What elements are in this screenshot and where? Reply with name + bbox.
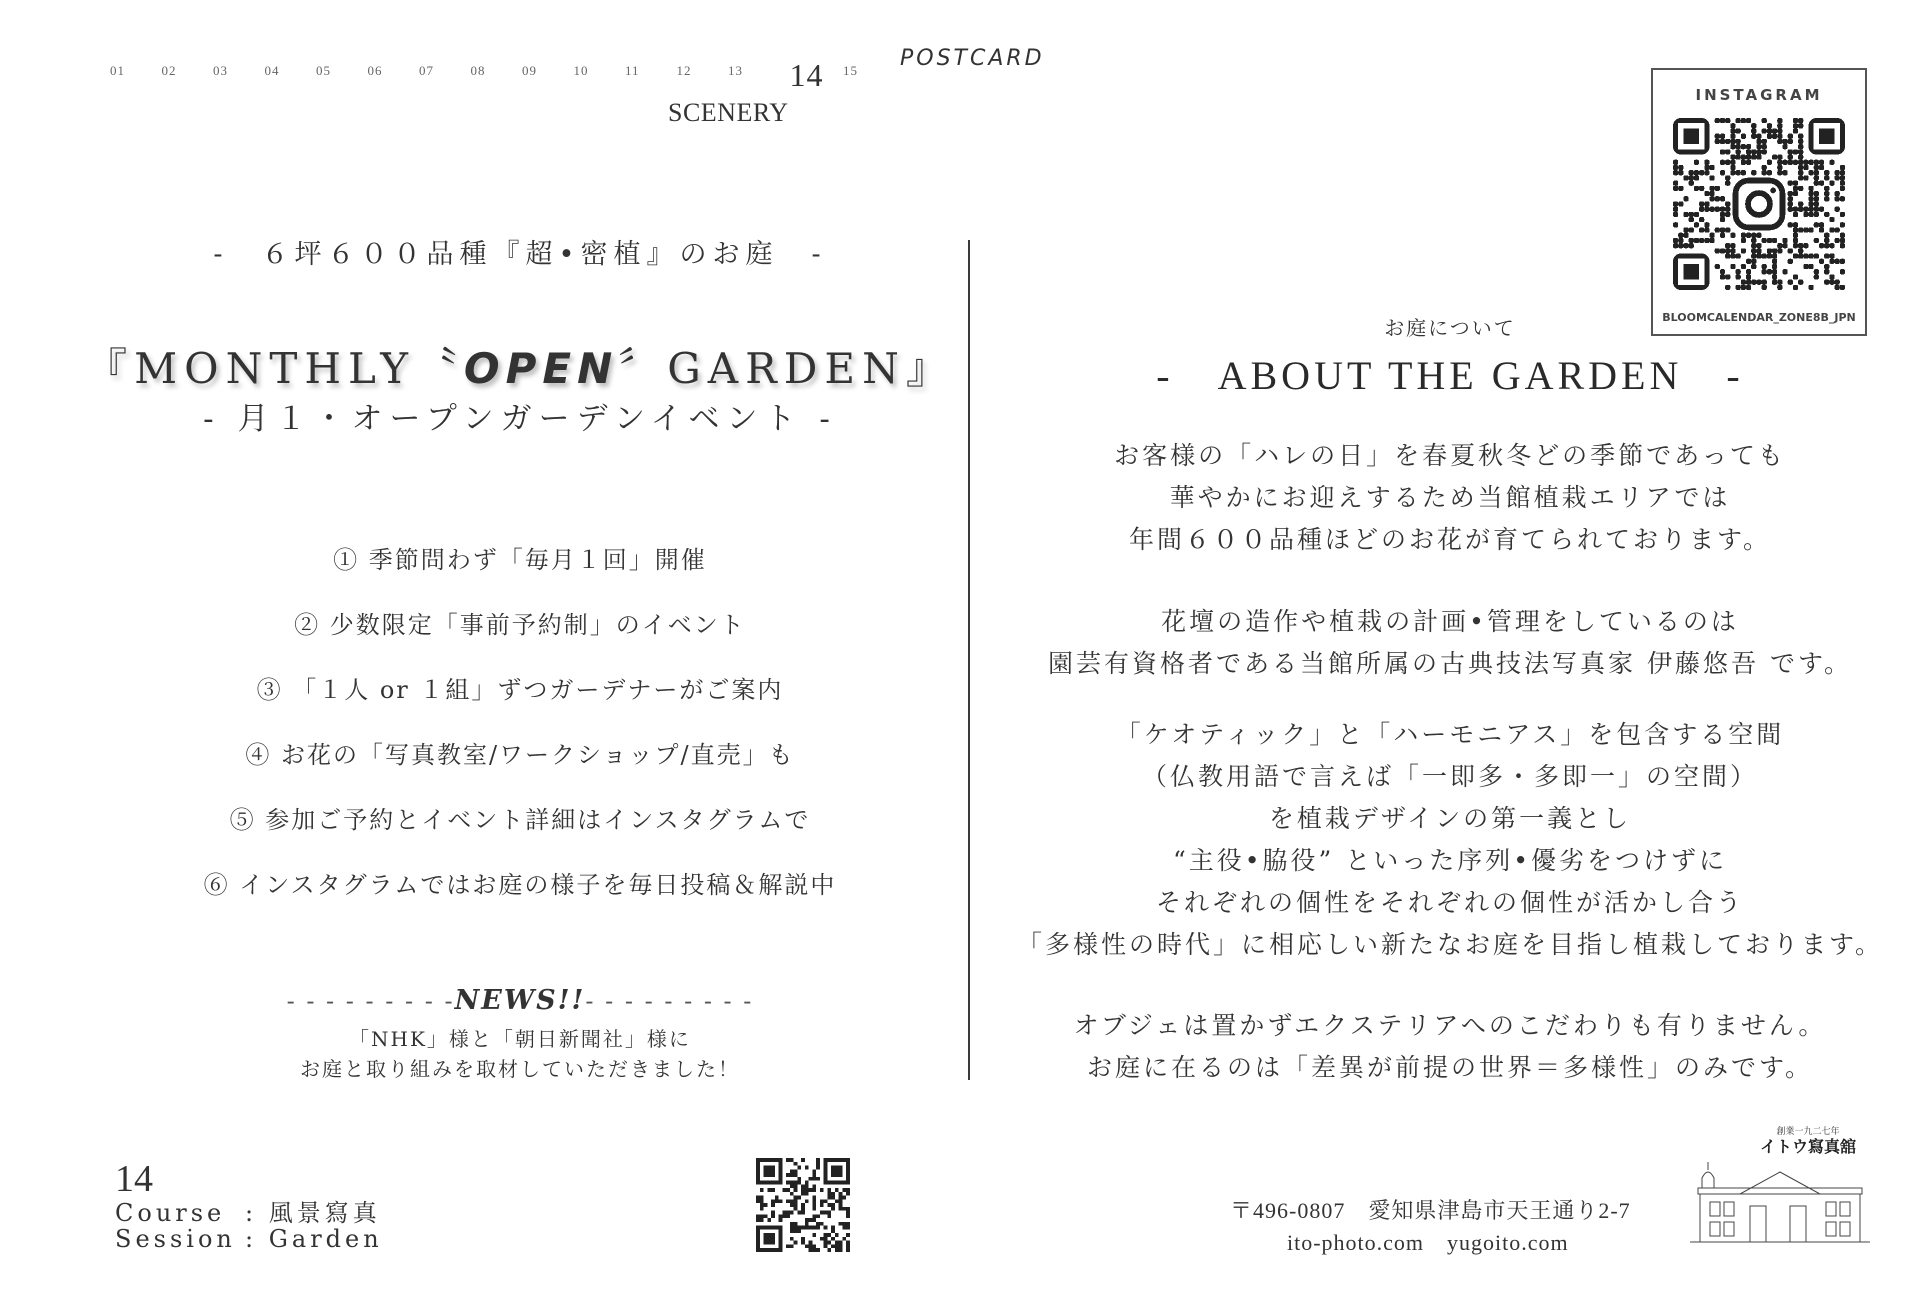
session-label: Session <box>115 1225 236 1253</box>
center-divider <box>968 240 970 1080</box>
page-number: 10 <box>573 63 589 78</box>
paragraph-line: お客様の「ハレの日」を春夏秋冬どの季節であっても <box>1114 441 1786 470</box>
postcard-label: POSTCARD <box>900 46 1045 71</box>
instagram-handle: BLOOMCALENDAR_ZONE8B_JPN <box>1662 311 1856 324</box>
list-item: ① 季節問わず「毎月１回」開催 <box>333 546 707 574</box>
about-paragraph <box>985 435 1915 561</box>
page-number-strip <box>110 57 870 103</box>
list-item: ⑤ 参加ご予約とイベント詳細はインスタグラムで <box>229 806 811 834</box>
page-number: 01 <box>110 63 125 78</box>
paragraph-line: それぞれの個性をそれぞれの個性が活かし合う <box>1155 888 1744 917</box>
list-item: ④ お花の「写真教室/ワークショップ/直売」も <box>245 741 795 769</box>
list-item: ⑥ インスタグラムではお庭の様子を毎日投稿＆解説中 <box>203 871 837 899</box>
page-number: 13 <box>728 63 743 78</box>
page-number: 06 <box>367 63 383 78</box>
news-line: 「NHK」様と「朝日新聞社」様に <box>349 1027 691 1051</box>
about-title: - ABOUT THE GARDEN - <box>1156 353 1744 398</box>
logo-small-text: 創業一九二七年 <box>1776 1127 1840 1137</box>
news-line: お庭と取り組みを取材していただきました！ <box>300 1057 740 1081</box>
paragraph-line: 華やかにお迎えするため当館植栽エリアでは <box>1169 483 1731 512</box>
instagram-logo-icon <box>1736 181 1783 228</box>
instagram-qr-card[interactable] <box>1651 68 1867 336</box>
paragraph-line: 「多様性の時代」に相応しい新たなお庭を目指し植栽しております。 <box>1016 930 1883 959</box>
qr-code-icon[interactable] <box>756 1158 850 1252</box>
paragraph-line: “主役•脇役” といった序列•優劣をつけずに <box>1172 846 1727 875</box>
page-number: 09 <box>522 63 537 78</box>
website-links: ito-photo.com yugoito.com <box>1287 1230 1569 1255</box>
instagram-label: INSTAGRAM <box>1695 86 1823 104</box>
list-item: ② 少数限定「事前予約制」のイベント <box>294 611 746 639</box>
about-caption: お庭について <box>1384 316 1516 340</box>
page-number: 04 <box>264 63 280 78</box>
paragraph-line: オブジェは置かずエクステリアへのこだわりも有りません。 <box>1073 1011 1827 1040</box>
event-title <box>80 336 960 396</box>
paragraph-line: 「ケオティック」と「ハーモニアス」を包含する空間 <box>1115 720 1785 749</box>
postal-address: 〒496-0807 愛知県津島市天王通り2-7 <box>1230 1198 1631 1223</box>
about-paragraph <box>985 601 1915 685</box>
page-number: 12 <box>676 63 692 78</box>
page-number: 15 <box>843 63 858 78</box>
instagram-qr-code-icon <box>1673 114 1845 294</box>
paragraph-line: 花壇の造作や植栽の計画•管理をしているのは <box>1161 607 1739 636</box>
course-value: : 風景寫真 <box>245 1199 381 1227</box>
news-body <box>80 1024 960 1084</box>
paragraph-line: 園芸有資格者である当館所属の古典技法写真家 伊藤悠吾 です。 <box>1048 649 1852 678</box>
course-info <box>115 1200 383 1252</box>
about-paragraph <box>985 714 1915 966</box>
garden-subtitle: - ６坪６００品種『超•密植』のお庭 - <box>213 239 827 270</box>
about-paragraph <box>985 1005 1915 1089</box>
event-title-open: OPEN <box>463 344 619 393</box>
page-number: 07 <box>419 63 434 78</box>
page-number: 02 <box>161 63 177 78</box>
logo-text: イトウ寫真舘 <box>1759 1137 1857 1156</box>
page-number: 11 <box>625 63 640 78</box>
page-number: 05 <box>316 63 331 78</box>
course-number: 14 <box>115 1158 153 1200</box>
section-title: SCENERY <box>668 98 789 127</box>
news-dashes-left: - - - - - - - - - <box>286 987 455 1015</box>
studio-building-logo <box>1690 1122 1870 1252</box>
event-subtitle: - 月１・オープンガーデンイベント - <box>203 401 837 437</box>
page-number: 14 <box>789 57 824 93</box>
paragraph-line: （仏教用語で言えば「一即多・多即一」の空間） <box>1141 762 1758 791</box>
event-title-prefix: 『MONTHLY〝 <box>85 344 464 393</box>
news-heading <box>80 985 960 1016</box>
paragraph-line: お庭に在るのは「差異が前提の世界＝多様性」のみです。 <box>1086 1053 1813 1082</box>
list-item: ③ 「１人 or １組」ずつガーデナーがご案内 <box>256 676 784 704</box>
event-title-suffix: 〞GARDEN』 <box>618 344 955 393</box>
course-label: Course <box>115 1199 226 1227</box>
page-number: 08 <box>470 63 486 78</box>
news-dashes-right: - - - - - - - - - <box>585 987 754 1015</box>
news-label: NEWS!! <box>454 985 586 1016</box>
paragraph-line: を植栽デザインの第一義とし <box>1268 804 1632 833</box>
paragraph-line: 年間６００品種ほどのお花が育てられております。 <box>1128 525 1771 554</box>
session-value: : Garden <box>245 1225 383 1253</box>
page-number: 03 <box>213 63 228 78</box>
event-feature-list <box>80 540 960 930</box>
